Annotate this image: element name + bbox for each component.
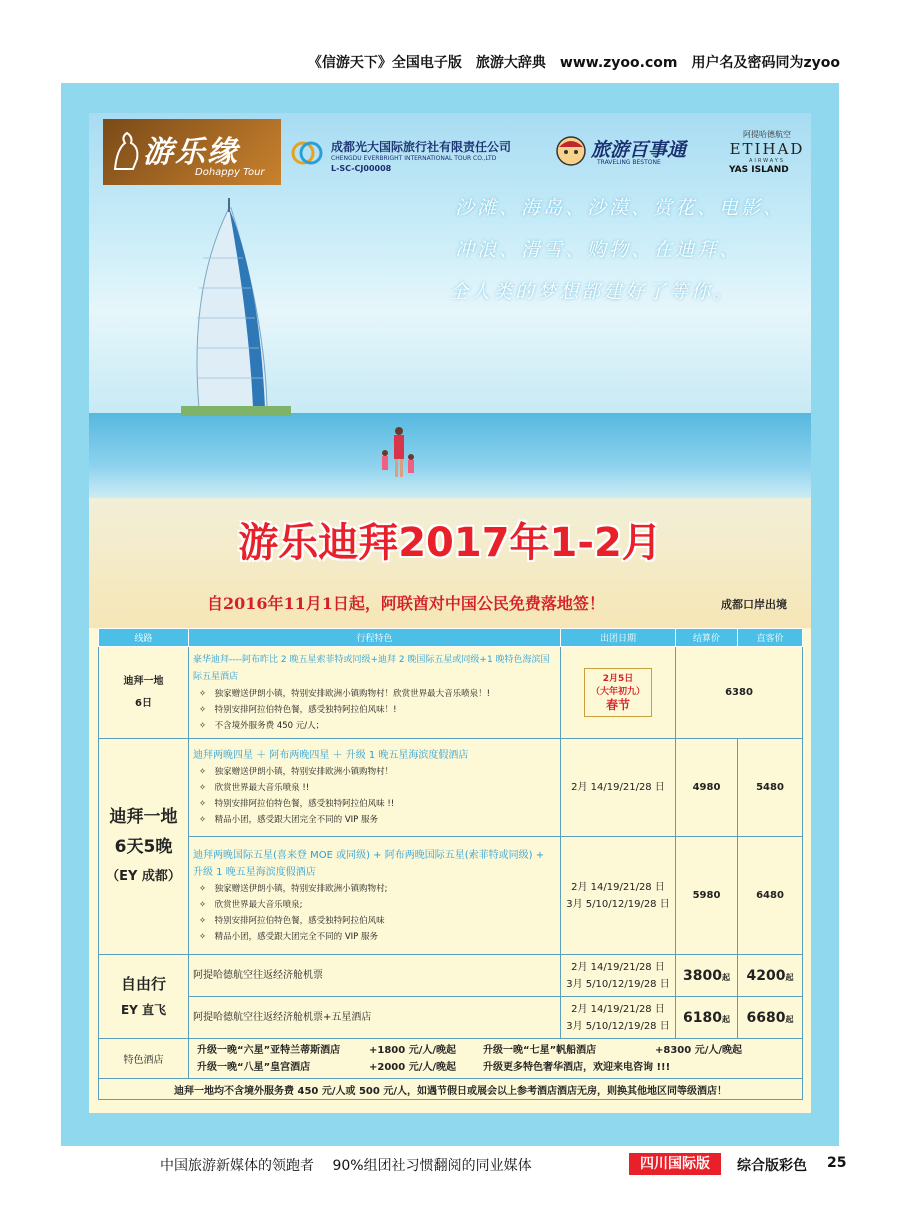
departure-cell: 2月 14/19/21/28 日 (561, 739, 676, 837)
price-from-label: 起 (785, 972, 794, 982)
hotel-upgrade-price: +1800 元/人/晚起 (369, 1044, 456, 1056)
table-row (99, 997, 803, 1039)
route-name: 迪拜一地 (123, 675, 164, 687)
poster (89, 113, 811, 1113)
burj-al-arab-illustration (169, 198, 299, 428)
feature-item: ✧ 欣赏世界最大音乐喷泉; (199, 899, 303, 910)
retail-price: 4200 (746, 967, 786, 984)
features-cell: 阿提哈德航空往返经济舱机票+五星酒店 (189, 997, 561, 1039)
feature-item: ✧ 特别安排阿拉伯特色餐，感受独特阿拉伯风味 (199, 915, 385, 926)
hotel-upgrade-more: 升级更多特色奢华酒店，欢迎来电咨询 !!! (483, 1061, 671, 1073)
header-retail-price: 直客价 (738, 629, 803, 647)
hotel-upgrade-item: 升级一晚“八星”皇宫酒店 (197, 1061, 311, 1073)
table-row (99, 955, 803, 997)
edition-badge: 四川国际版 (629, 1153, 721, 1175)
route-name: 自由行 (120, 974, 166, 993)
hotel-upgrade-price: +2000 元/人/晚起 (369, 1061, 456, 1073)
route-price-table (98, 628, 803, 1100)
feature-item: ✧ 欣赏世界最大音乐喷泉 !! (199, 783, 310, 793)
page-header: 《信游天下》全国电子版 旅游大辞典 www.zyoo.com 用户名及密码同为zyoo (307, 55, 840, 71)
features-cell: 阿提哈德航空往返经济舱机票 (189, 955, 561, 997)
slogan-line-1: 沙滩、海岛、沙漠、赏花、电影、 (455, 197, 786, 219)
settle-price-cell (676, 997, 738, 1039)
feature-item: ✧ 独家赠送伊朗小镇，特别安排欧洲小镇购物村; (199, 883, 388, 894)
hotel-upgrades-cell (189, 1039, 803, 1079)
hotel-upgrade-line-1 (197, 1042, 794, 1059)
slogan-line-2: 冲浪、滑雪、购物、在迪拜、 (455, 239, 742, 261)
table-row (99, 837, 803, 955)
departure-cell (561, 997, 676, 1039)
beach-figures-illustration (379, 423, 419, 483)
departure-box (584, 668, 652, 717)
hotel-upgrade-item: 升级一晚“六星”亚特兰蒂斯酒店 (197, 1044, 341, 1056)
swirl-logo-icon (289, 135, 325, 171)
price-from-label: 起 (721, 1014, 730, 1024)
feature-highlight: 豪华迪拜----阿布昨比 2 晚五星索菲特或同级+迪拜 2 晚国际五星或同级+1 晚特色海滨国际五星酒店 (193, 654, 550, 682)
price-value: 6380 (725, 687, 753, 698)
departure-cell (561, 837, 676, 955)
airline-logo-sub: AIRWAYS (748, 158, 786, 164)
page-number: 25 (827, 1155, 847, 1171)
brand-logo-subtitle: Dohappy Tour (195, 167, 265, 178)
departure-note: （大年初九） (590, 687, 645, 697)
departure-date-mar: 3月 5/10/12/19/28 日 (566, 978, 670, 990)
retail-price: 6680 (746, 1009, 786, 1026)
retail-price-cell (738, 997, 803, 1039)
brand-logo (103, 119, 281, 185)
partner-name: 旅游百事通 (591, 139, 687, 161)
route-name: 迪拜一地 (109, 806, 178, 827)
company-name: 成都光大国际旅行社有限责任公司 (331, 140, 512, 154)
airline-logo: ETIHAD (729, 140, 805, 158)
settle-price: 4980 (676, 739, 738, 837)
price-cell (676, 647, 803, 739)
retail-price: 5480 (738, 739, 803, 837)
route-duration: 6天5晚 (114, 836, 173, 857)
feature-item: ✧ 特别安排阿拉伯特色餐，感受独特阿拉伯风味 !! (199, 799, 395, 809)
settle-price: 6180 (683, 1009, 722, 1026)
table-footer-row (99, 1079, 803, 1100)
horse-icon (111, 129, 141, 173)
departure-date-feb: 2月 14/19/21/28 日 (571, 961, 665, 973)
feature-highlight: 迪拜两晚国际五星(喜来登 MOE 或同级) + 阿布两晚国际五星(索菲特或同级) + 升级 1 晚五星海滨度假酒店 (193, 849, 545, 878)
route-cell (99, 955, 189, 1039)
departure-date: 2月5日 (602, 674, 634, 684)
feature-item: ✧ 精品小团，感受跟大团完全不同的 VIP 服务 (199, 815, 378, 825)
departure-cell (561, 955, 676, 997)
route-carrier: （EY 成都） (106, 868, 181, 884)
feature-item: ✧ 不含境外服务费 450 元/人； (199, 720, 325, 731)
features-cell (189, 837, 561, 955)
departure-cell (561, 647, 676, 739)
retail-price: 6480 (738, 837, 803, 955)
departure-date-mar: 3月 5/10/12/19/28 日 (566, 1020, 670, 1032)
header-departure: 出团日期 (561, 629, 676, 647)
header-route: 线路 (99, 629, 189, 647)
exit-port-note: 成都口岸出境 (721, 598, 787, 611)
yas-island-logo: YAS ISLAND (729, 165, 789, 175)
departure-date-feb: 2月 14/19/21/28 日 (571, 881, 665, 893)
main-title: 游乐迪拜2017年1-2月 (238, 520, 662, 566)
airline-block (729, 129, 805, 164)
company-name-en: CHENGDU EVERBRIGHT INTERNATIONAL TOUR CO.,LTD (331, 155, 497, 162)
footer-slogan: 中国旅游新媒体的领跑者 90%组团社习惯翻阅的同业媒体 (160, 1158, 532, 1174)
feature-item: ✧ 独家赠送伊朗小镇，特别安排欧洲小镇购物村！ (199, 767, 394, 777)
partner-subtitle: TRAVELING BESTONE (597, 159, 661, 166)
feature-item: ✧ 独家赠送伊朗小镇，特别安排欧洲小镇购物村！欣赏世界最大音乐喷泉！! (199, 688, 491, 699)
feature-item: ✧ 精品小团，感受跟大团完全不同的 VIP 服务 (199, 931, 378, 942)
table-row (99, 1039, 803, 1079)
slogan-line-3: 全人类的梦想都建好了等你。 (449, 281, 736, 303)
settle-price-cell (676, 955, 738, 997)
brand-logo-text: 游乐缘 (143, 135, 239, 170)
header-features: 行程特色 (189, 629, 561, 647)
mascot-icon (555, 135, 587, 167)
route-duration: 6日 (135, 697, 152, 709)
hotel-upgrade-item: 升级一晚“七星”帆船酒店 (483, 1044, 597, 1056)
table-header-row (99, 629, 803, 647)
settle-price: 3800 (683, 967, 722, 984)
settle-price: 5980 (676, 837, 738, 955)
header-settle-price: 结算价 (676, 629, 738, 647)
visa-subtitle: 自2016年11月1日起，阿联酋对中国公民免费落地签！ (207, 594, 605, 613)
features-cell (189, 739, 561, 837)
table-row (99, 739, 803, 837)
features-cell (189, 647, 561, 739)
hotel-upgrade-line-2 (197, 1059, 794, 1076)
service-fee-note: 迪拜一地均不含境外服务费 450 元/人或 500 元/人，如遇节假日或展会以上参考酒店酒店无房，则换其他地区同等级酒店！ (99, 1079, 803, 1100)
hotel-label: 特色酒店 (99, 1039, 189, 1079)
hotel-upgrade-price: +8300 元/人/晚起 (655, 1044, 742, 1056)
departure-date-mar: 3月 5/10/12/19/28 日 (566, 898, 670, 910)
departure-date-feb: 2月 14/19/21/28 日 (571, 1003, 665, 1015)
retail-price-cell (738, 955, 803, 997)
table-row (99, 647, 803, 739)
price-from-label: 起 (721, 972, 730, 982)
feature-item: ✧ 特别安排阿拉伯特色餐，感受独特阿拉伯风味！! (199, 704, 397, 715)
route-cell (99, 647, 189, 739)
route-carrier: EY 直飞 (120, 1002, 167, 1017)
departure-holiday: 春节 (605, 698, 630, 712)
price-from-label: 起 (785, 1014, 794, 1024)
edition-label: 综合版彩色 (737, 1158, 807, 1174)
airline-name-cn: 阿提哈德航空 (743, 130, 791, 139)
company-license: L-SC-CJ00008 (331, 164, 392, 173)
route-cell (99, 739, 189, 955)
feature-highlight: 迪拜两晚四星 ＋ 阿布两晚四星 ＋ 升级 1 晚五星海滨度假酒店 (193, 750, 469, 761)
